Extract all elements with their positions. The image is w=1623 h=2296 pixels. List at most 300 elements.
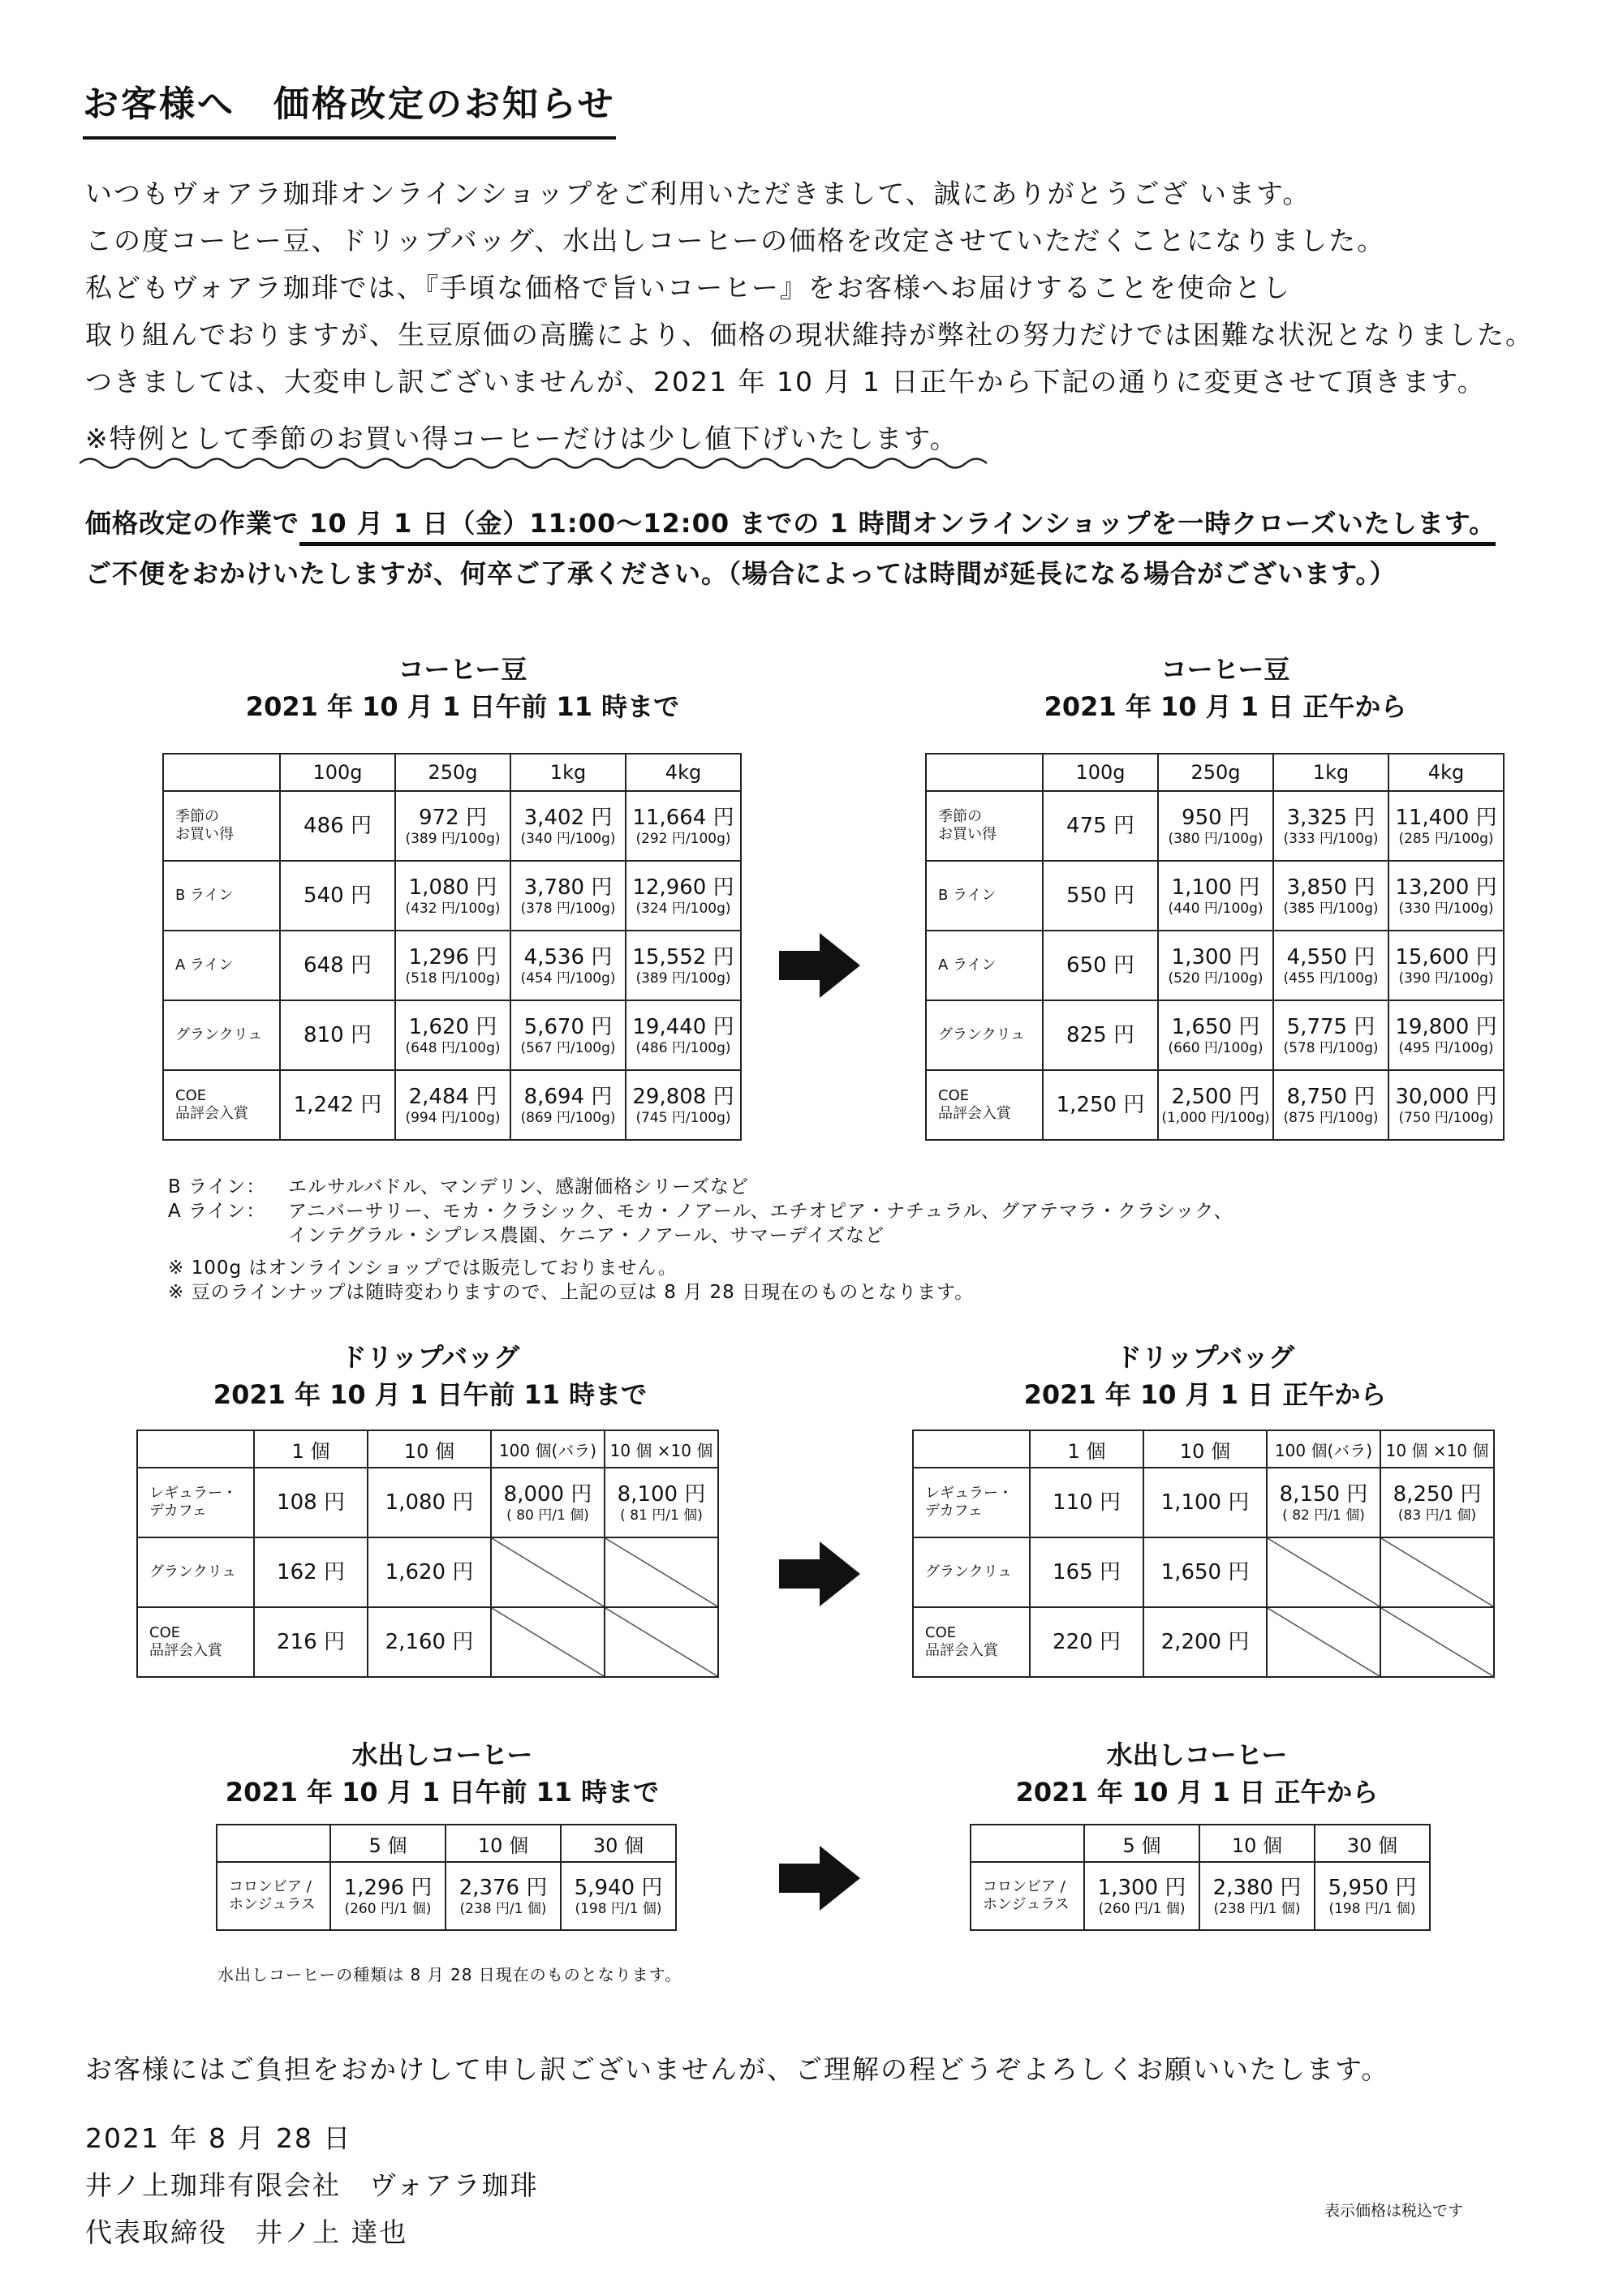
unit-price: (578 円/100g) bbox=[1283, 1040, 1379, 1056]
row-label-line: COE bbox=[175, 1087, 207, 1104]
unit-price: ( 80 円/1 個) bbox=[506, 1507, 589, 1524]
unit-price: (389 円/100g) bbox=[635, 970, 731, 987]
price-value: 1,080 円 bbox=[385, 1490, 474, 1515]
column-header: 10 個 bbox=[1143, 1430, 1267, 1468]
b-line-label: B ライン： bbox=[168, 1176, 266, 1197]
table-header-row bbox=[926, 754, 1504, 791]
table-row bbox=[926, 1070, 1504, 1140]
unit-price: (238 円/1 個) bbox=[459, 1901, 547, 1917]
price-value: 475 円 bbox=[1066, 814, 1134, 838]
price-cell bbox=[254, 1607, 368, 1677]
table-row bbox=[163, 1070, 741, 1140]
intro-line: この度コーヒー豆、ドリップバッグ、水出しコーヒーの価格を改定させていただくことになりました。 bbox=[85, 225, 1386, 256]
price-cell bbox=[1273, 1000, 1388, 1070]
table-row bbox=[217, 1862, 676, 1930]
row-label-line: COE bbox=[938, 1087, 970, 1104]
table-row bbox=[137, 1607, 718, 1677]
unit-price: (495 円/100g) bbox=[1398, 1040, 1494, 1056]
price-value: 30,000 円 bbox=[1395, 1085, 1497, 1109]
intro-line: いつもヴォアラ珈琲オンラインショップをご利用いただきまして、誠にありがとうござ います。 bbox=[85, 178, 1311, 209]
row-label-line: お買い得 bbox=[175, 826, 234, 843]
beans-before-heading bbox=[162, 651, 763, 725]
price-cell bbox=[1143, 1468, 1267, 1537]
price-cell bbox=[1043, 1070, 1158, 1140]
cold-after-table bbox=[970, 1824, 1431, 1931]
row-label bbox=[163, 1000, 280, 1070]
price-value: 8,750 円 bbox=[1286, 1085, 1375, 1109]
column-header: 5 個 bbox=[1084, 1825, 1199, 1862]
a-line-note bbox=[168, 1199, 1233, 1223]
unit-price: (440 円/100g) bbox=[1168, 901, 1264, 917]
price-value: 8,000 円 bbox=[503, 1482, 592, 1507]
price-cell bbox=[1043, 791, 1158, 861]
column-header: 250g bbox=[1158, 754, 1273, 791]
price-value: 1,250 円 bbox=[1056, 1093, 1145, 1117]
unit-price: (83 円/1 個) bbox=[1397, 1507, 1477, 1524]
price-value: 1,100 円 bbox=[1171, 875, 1260, 900]
price-cell bbox=[1030, 1607, 1143, 1677]
row-label-line: 季節の bbox=[175, 808, 219, 825]
table-row bbox=[137, 1468, 718, 1537]
cold-after-heading bbox=[970, 1736, 1424, 1811]
price-value: 162 円 bbox=[277, 1560, 345, 1584]
unit-price: (238 円/1 個) bbox=[1213, 1901, 1301, 1917]
table-row bbox=[913, 1537, 1494, 1607]
row-label-line: グランクリュ bbox=[925, 1563, 1013, 1580]
price-value: 5,940 円 bbox=[574, 1876, 663, 1900]
price-value: 2,484 円 bbox=[408, 1085, 497, 1109]
price-cell bbox=[1158, 1070, 1273, 1140]
not-available-cell bbox=[605, 1537, 718, 1607]
table-corner bbox=[163, 754, 280, 791]
table-row bbox=[163, 861, 741, 931]
intro-line: 取り組んでおりますが、生豆原価の高騰により、価格の現状維持が弊社の努力だけでは困難な状況となりました。 bbox=[85, 319, 1534, 350]
section-date: 2021 年 10 月 1 日 正午から bbox=[1044, 691, 1407, 722]
price-value: 2,160 円 bbox=[385, 1630, 474, 1654]
price-cell bbox=[1388, 1070, 1504, 1140]
price-value: 825 円 bbox=[1066, 1023, 1134, 1047]
signature-representative: 代表取締役 井ノ上 達也 bbox=[85, 2216, 408, 2248]
row-label-line: A ライン bbox=[938, 957, 997, 974]
closure-notice bbox=[85, 503, 1496, 540]
signature-block bbox=[85, 2115, 539, 2256]
price-cell bbox=[395, 931, 510, 1000]
price-cell bbox=[395, 861, 510, 931]
price-cell bbox=[1273, 791, 1388, 861]
not-available-cell bbox=[1380, 1607, 1494, 1677]
price-cell bbox=[1030, 1537, 1143, 1607]
row-label bbox=[163, 861, 280, 931]
price-value: 5,950 円 bbox=[1328, 1876, 1417, 1900]
row-label-line: グランクリュ bbox=[938, 1026, 1026, 1043]
price-value: 1,296 円 bbox=[408, 945, 497, 970]
beans-after-heading bbox=[925, 651, 1526, 725]
row-label bbox=[163, 791, 280, 861]
price-value: 810 円 bbox=[304, 1023, 372, 1047]
row-label-line: グランクリュ bbox=[175, 1026, 263, 1043]
price-value: 19,440 円 bbox=[632, 1015, 734, 1039]
column-header: 5 個 bbox=[330, 1825, 446, 1862]
column-header: 10 個 ×10 個 bbox=[605, 1430, 718, 1468]
price-cell bbox=[1158, 861, 1273, 931]
table-row bbox=[163, 1000, 741, 1070]
table-corner bbox=[971, 1825, 1084, 1862]
unit-price: (454 円/100g) bbox=[520, 970, 616, 987]
unit-price: (378 円/100g) bbox=[520, 901, 616, 917]
row-label-line: ホンジュラス bbox=[229, 1896, 316, 1913]
table-header-row bbox=[971, 1825, 1430, 1862]
unit-price: (486 円/100g) bbox=[635, 1040, 731, 1056]
table-header-row bbox=[913, 1430, 1494, 1468]
section-title: コーヒー豆 bbox=[398, 654, 527, 685]
row-label-line: 品評会入賞 bbox=[149, 1642, 222, 1659]
row-label bbox=[971, 1862, 1084, 1930]
right-arrow-icon bbox=[779, 1846, 860, 1911]
price-cell bbox=[1043, 931, 1158, 1000]
row-label-line: B ライン bbox=[175, 887, 234, 904]
price-value: 1,080 円 bbox=[408, 875, 497, 900]
row-label bbox=[926, 791, 1043, 861]
price-cell bbox=[510, 791, 626, 861]
row-label bbox=[926, 1070, 1043, 1140]
price-value: 486 円 bbox=[304, 814, 372, 838]
row-label-line: COE bbox=[149, 1624, 181, 1641]
price-cell bbox=[1143, 1537, 1267, 1607]
price-value: 220 円 bbox=[1053, 1630, 1121, 1654]
column-header: 10 個 bbox=[1199, 1825, 1315, 1862]
section-title: 水出しコーヒー bbox=[351, 1739, 533, 1770]
table-row bbox=[913, 1468, 1494, 1537]
price-value: 110 円 bbox=[1053, 1490, 1121, 1515]
unit-price: (260 円/1 個) bbox=[1098, 1901, 1186, 1917]
row-label bbox=[137, 1537, 254, 1607]
unit-price: (390 円/100g) bbox=[1398, 970, 1494, 987]
row-label-line: COE bbox=[925, 1624, 957, 1641]
unit-price: (380 円/100g) bbox=[1168, 831, 1264, 847]
unit-price: (385 円/100g) bbox=[1283, 901, 1379, 917]
drip-before-heading bbox=[138, 1339, 722, 1413]
price-cell bbox=[1143, 1607, 1267, 1677]
price-cell bbox=[1380, 1468, 1494, 1537]
price-cell bbox=[280, 931, 395, 1000]
b-line-note bbox=[168, 1175, 1233, 1199]
section-title: ドリップバッグ bbox=[340, 1342, 520, 1373]
row-label-line: 季節の bbox=[938, 808, 982, 825]
price-value: 5,775 円 bbox=[1286, 1015, 1375, 1039]
right-arrow-icon bbox=[779, 933, 860, 998]
price-value: 3,850 円 bbox=[1286, 875, 1375, 900]
drip-after-heading bbox=[913, 1339, 1497, 1413]
price-cell bbox=[1273, 861, 1388, 931]
price-cell bbox=[626, 861, 741, 931]
price-value: 216 円 bbox=[277, 1630, 345, 1654]
intro-line: 私どもヴォアラ珈琲では、『手頃な価格で旨いコーヒー』をお客様へお届けすることを使命とし bbox=[85, 272, 1291, 303]
row-label-line: レギュラー・ bbox=[149, 1485, 237, 1502]
price-value: 165 円 bbox=[1053, 1560, 1121, 1584]
column-header: 10 個 bbox=[446, 1825, 561, 1862]
price-cell bbox=[1273, 1070, 1388, 1140]
price-cell bbox=[368, 1468, 491, 1537]
price-value: 1,620 円 bbox=[408, 1015, 497, 1039]
table-corner bbox=[217, 1825, 330, 1862]
row-label-line: お買い得 bbox=[938, 826, 997, 843]
column-header: 100 個(バラ) bbox=[491, 1430, 605, 1468]
footnote: ※ 豆のラインナップは随時変わりますので、上記の豆は 8 月 28 日現在のものとなります。 bbox=[168, 1282, 975, 1303]
price-value: 1,620 円 bbox=[385, 1560, 474, 1584]
price-value: 4,550 円 bbox=[1286, 945, 1375, 970]
row-label bbox=[926, 1000, 1043, 1070]
row-label-line: A ライン bbox=[175, 957, 234, 974]
unit-price: (330 円/100g) bbox=[1398, 901, 1494, 917]
price-cell bbox=[368, 1607, 491, 1677]
row-label bbox=[926, 861, 1043, 931]
price-cell bbox=[510, 1000, 626, 1070]
cold-brew-note: 水出しコーヒーの種類は 8 月 28 日現在のものとなります。 bbox=[217, 1965, 682, 1984]
cold-before-heading bbox=[215, 1736, 669, 1811]
section-title: コーヒー豆 bbox=[1160, 654, 1290, 685]
price-cell bbox=[280, 791, 395, 861]
row-label-line: レギュラー・ bbox=[925, 1485, 1013, 1502]
price-value: 550 円 bbox=[1066, 884, 1134, 908]
unit-price: (520 円/100g) bbox=[1168, 970, 1264, 987]
unit-price: (324 円/100g) bbox=[635, 901, 731, 917]
signature-company: 井ノ上珈琲有限会社 ヴォアラ珈琲 bbox=[85, 2169, 539, 2201]
column-header: 30 個 bbox=[1315, 1825, 1430, 1862]
price-cell bbox=[626, 791, 741, 861]
price-value: 1,296 円 bbox=[343, 1876, 433, 1900]
price-cell bbox=[330, 1862, 446, 1930]
intro-line: つきましては、大変申し訳ございませんが、2021 年 10 月 1 日正午から下記の通りに変更させて頂きます。 bbox=[85, 366, 1486, 398]
row-label-line: デカフェ bbox=[925, 1503, 983, 1520]
column-header: 1kg bbox=[1273, 754, 1388, 791]
unit-price: ( 82 円/1 個) bbox=[1282, 1507, 1365, 1524]
price-cell bbox=[1388, 1000, 1504, 1070]
unit-price: (660 円/100g) bbox=[1168, 1040, 1264, 1056]
signature-date: 2021 年 8 月 28 日 bbox=[85, 2122, 352, 2154]
unit-price: (260 円/1 個) bbox=[344, 1901, 432, 1917]
unit-price: (567 円/100g) bbox=[520, 1040, 616, 1056]
row-label bbox=[913, 1537, 1030, 1607]
price-value: 4,536 円 bbox=[523, 945, 613, 970]
section-date: 2021 年 10 月 1 日午前 11 時まで bbox=[245, 691, 680, 722]
row-label-line: コロンビア / bbox=[229, 1878, 312, 1895]
price-value: 15,600 円 bbox=[1395, 945, 1497, 970]
beans-before-table bbox=[162, 753, 742, 1141]
tax-note: 表示価格は税込です bbox=[1324, 2202, 1464, 2220]
price-value: 1,650 円 bbox=[1171, 1015, 1260, 1039]
price-value: 5,670 円 bbox=[523, 1015, 613, 1039]
a-line-label: A ライン： bbox=[168, 1201, 266, 1222]
price-value: 3,780 円 bbox=[523, 875, 613, 900]
column-header: 1kg bbox=[510, 754, 626, 791]
price-cell bbox=[280, 1070, 395, 1140]
row-label-line: 品評会入賞 bbox=[938, 1105, 1011, 1122]
unit-price: (750 円/100g) bbox=[1398, 1110, 1494, 1126]
section-title: ドリップバッグ bbox=[1115, 1342, 1295, 1373]
row-label bbox=[137, 1468, 254, 1537]
price-cell bbox=[1388, 791, 1504, 861]
price-value: 8,250 円 bbox=[1393, 1482, 1482, 1507]
price-value: 15,552 円 bbox=[632, 945, 734, 970]
section-date: 2021 年 10 月 1 日午前 11 時まで bbox=[225, 1777, 660, 1808]
unit-price: ( 81 円/1 個) bbox=[620, 1507, 703, 1524]
price-value: 950 円 bbox=[1182, 806, 1250, 830]
a-line-text: アニバーサリー、モカ・クラシック、モカ・ノアール、エチオピア・ナチュラル、グアテマラ・クラシック、 bbox=[288, 1201, 1233, 1222]
unit-price: (518 円/100g) bbox=[405, 970, 501, 987]
price-cell bbox=[1043, 861, 1158, 931]
table-row bbox=[137, 1537, 718, 1607]
table-header-row bbox=[137, 1430, 718, 1468]
price-value: 11,400 円 bbox=[1395, 806, 1497, 830]
unit-price: (875 円/100g) bbox=[1283, 1110, 1379, 1126]
special-note: ※特例として季節のお買い得コーヒーだけは少し値下げいたします。 bbox=[85, 423, 958, 454]
closure-apology: ご不便をおかけいたしますが、何卒ご了承ください。（場合によっては時間が延長になる場合がございます。） bbox=[85, 558, 1397, 589]
table-row bbox=[926, 861, 1504, 931]
price-value: 13,200 円 bbox=[1395, 875, 1497, 900]
price-value: 650 円 bbox=[1066, 953, 1134, 978]
row-label-line: ホンジュラス bbox=[983, 1896, 1070, 1913]
unit-price: (198 円/1 個) bbox=[1328, 1901, 1416, 1917]
price-value: 1,242 円 bbox=[293, 1093, 382, 1117]
price-value: 8,150 円 bbox=[1279, 1482, 1368, 1507]
price-cell bbox=[561, 1862, 676, 1930]
table-header-row bbox=[217, 1825, 676, 1862]
closure-notice-prefix: 価格改定の作業で bbox=[85, 508, 300, 539]
price-value: 540 円 bbox=[304, 884, 372, 908]
price-value: 11,664 円 bbox=[632, 806, 734, 830]
column-header: 100g bbox=[1043, 754, 1158, 791]
price-value: 3,402 円 bbox=[523, 806, 613, 830]
price-value: 1,300 円 bbox=[1171, 945, 1260, 970]
price-cell bbox=[254, 1537, 368, 1607]
table-row bbox=[163, 791, 741, 861]
unit-price: (648 円/100g) bbox=[405, 1040, 501, 1056]
table-row bbox=[163, 931, 741, 1000]
price-value: 8,694 円 bbox=[523, 1085, 613, 1109]
price-value: 8,100 円 bbox=[617, 1482, 706, 1507]
column-header: 4kg bbox=[1388, 754, 1504, 791]
price-cell bbox=[1030, 1468, 1143, 1537]
b-line-text: エルサルバドル、マンデリン、感謝価格シリーズなど bbox=[288, 1176, 749, 1197]
price-value: 1,100 円 bbox=[1160, 1490, 1250, 1515]
price-value: 972 円 bbox=[419, 806, 487, 830]
section-date: 2021 年 10 月 1 日 正午から bbox=[1023, 1379, 1387, 1410]
a-line-text-cont: インテグラル・シプレス農園、ケニア・ノアール、サマーデイズなど bbox=[288, 1225, 885, 1246]
column-header: 10 個 ×10 個 bbox=[1380, 1430, 1494, 1468]
table-row bbox=[926, 1000, 1504, 1070]
row-label bbox=[163, 1070, 280, 1140]
price-cell bbox=[1273, 931, 1388, 1000]
unit-price: (292 円/100g) bbox=[635, 831, 731, 847]
column-header: 250g bbox=[395, 754, 510, 791]
unit-price: (745 円/100g) bbox=[635, 1110, 731, 1126]
price-cell bbox=[1158, 1000, 1273, 1070]
not-available-cell bbox=[605, 1607, 718, 1677]
column-header: 1 個 bbox=[254, 1430, 368, 1468]
row-label bbox=[163, 931, 280, 1000]
price-cell bbox=[395, 791, 510, 861]
column-header: 100 個(バラ) bbox=[1267, 1430, 1380, 1468]
closing-message: お客様にはご負担をおかけして申し訳ございませんが、ご理解の程どうぞよろしくお願いいたします。 bbox=[85, 2053, 1390, 2085]
unit-price: (389 円/100g) bbox=[405, 831, 501, 847]
price-value: 1,650 円 bbox=[1160, 1560, 1250, 1584]
price-cell bbox=[626, 931, 741, 1000]
price-cell bbox=[1084, 1862, 1199, 1930]
price-cell bbox=[510, 1070, 626, 1140]
price-cell bbox=[1199, 1862, 1315, 1930]
price-cell bbox=[280, 861, 395, 931]
row-label-line: 品評会入賞 bbox=[175, 1105, 248, 1122]
price-value: 3,325 円 bbox=[1286, 806, 1375, 830]
unit-price: (455 円/100g) bbox=[1283, 970, 1379, 987]
table-row bbox=[971, 1862, 1430, 1930]
drip-before-table bbox=[136, 1430, 719, 1678]
table-corner bbox=[137, 1430, 254, 1468]
row-label-line: B ライン bbox=[938, 887, 997, 904]
price-cell bbox=[1043, 1000, 1158, 1070]
not-available-cell bbox=[491, 1537, 605, 1607]
price-value: 648 円 bbox=[304, 953, 372, 978]
price-cell bbox=[1388, 931, 1504, 1000]
section-date: 2021 年 10 月 1 日午前 11 時まで bbox=[213, 1379, 648, 1410]
price-cell bbox=[626, 1000, 741, 1070]
price-cell bbox=[510, 861, 626, 931]
price-cell bbox=[395, 1070, 510, 1140]
unit-price: (285 円/100g) bbox=[1398, 831, 1494, 847]
unit-price: (1,000 円/100g) bbox=[1161, 1110, 1270, 1126]
drip-after-table bbox=[912, 1430, 1495, 1678]
unit-price: (340 円/100g) bbox=[520, 831, 616, 847]
price-value: 2,200 円 bbox=[1160, 1630, 1250, 1654]
right-arrow-icon bbox=[779, 1541, 860, 1606]
price-value: 2,380 円 bbox=[1212, 1876, 1302, 1900]
price-value: 108 円 bbox=[277, 1490, 345, 1515]
price-cell bbox=[626, 1070, 741, 1140]
column-header: 1 個 bbox=[1030, 1430, 1143, 1468]
row-label bbox=[913, 1468, 1030, 1537]
row-label-line: デカフェ bbox=[149, 1503, 207, 1520]
unit-price: (198 円/1 個) bbox=[575, 1901, 662, 1917]
price-cell bbox=[1158, 931, 1273, 1000]
price-cell bbox=[1158, 791, 1273, 861]
row-label-line: 品評会入賞 bbox=[925, 1642, 998, 1659]
not-available-cell bbox=[1267, 1537, 1380, 1607]
page-title: お客様へ 価格改定のお知らせ bbox=[83, 75, 616, 140]
wavy-underline bbox=[80, 454, 997, 472]
price-cell bbox=[1267, 1468, 1380, 1537]
section-date: 2021 年 10 月 1 日 正午から bbox=[1015, 1777, 1379, 1808]
not-available-cell bbox=[1380, 1537, 1494, 1607]
price-cell bbox=[491, 1468, 605, 1537]
price-value: 2,376 円 bbox=[458, 1876, 548, 1900]
not-available-cell bbox=[1267, 1607, 1380, 1677]
row-label bbox=[217, 1862, 330, 1930]
unit-price: (869 円/100g) bbox=[520, 1110, 616, 1126]
price-value: 1,300 円 bbox=[1097, 1876, 1186, 1900]
table-row bbox=[913, 1607, 1494, 1677]
price-cell bbox=[1388, 861, 1504, 931]
price-value: 12,960 円 bbox=[632, 875, 734, 900]
price-cell bbox=[395, 1000, 510, 1070]
row-label bbox=[926, 931, 1043, 1000]
row-label bbox=[913, 1607, 1030, 1677]
price-value: 2,500 円 bbox=[1171, 1085, 1260, 1109]
bean-footnotes bbox=[168, 1256, 974, 1305]
price-cell bbox=[510, 931, 626, 1000]
column-header: 100g bbox=[280, 754, 395, 791]
section-title: 水出しコーヒー bbox=[1106, 1739, 1288, 1770]
column-header: 10 個 bbox=[368, 1430, 491, 1468]
